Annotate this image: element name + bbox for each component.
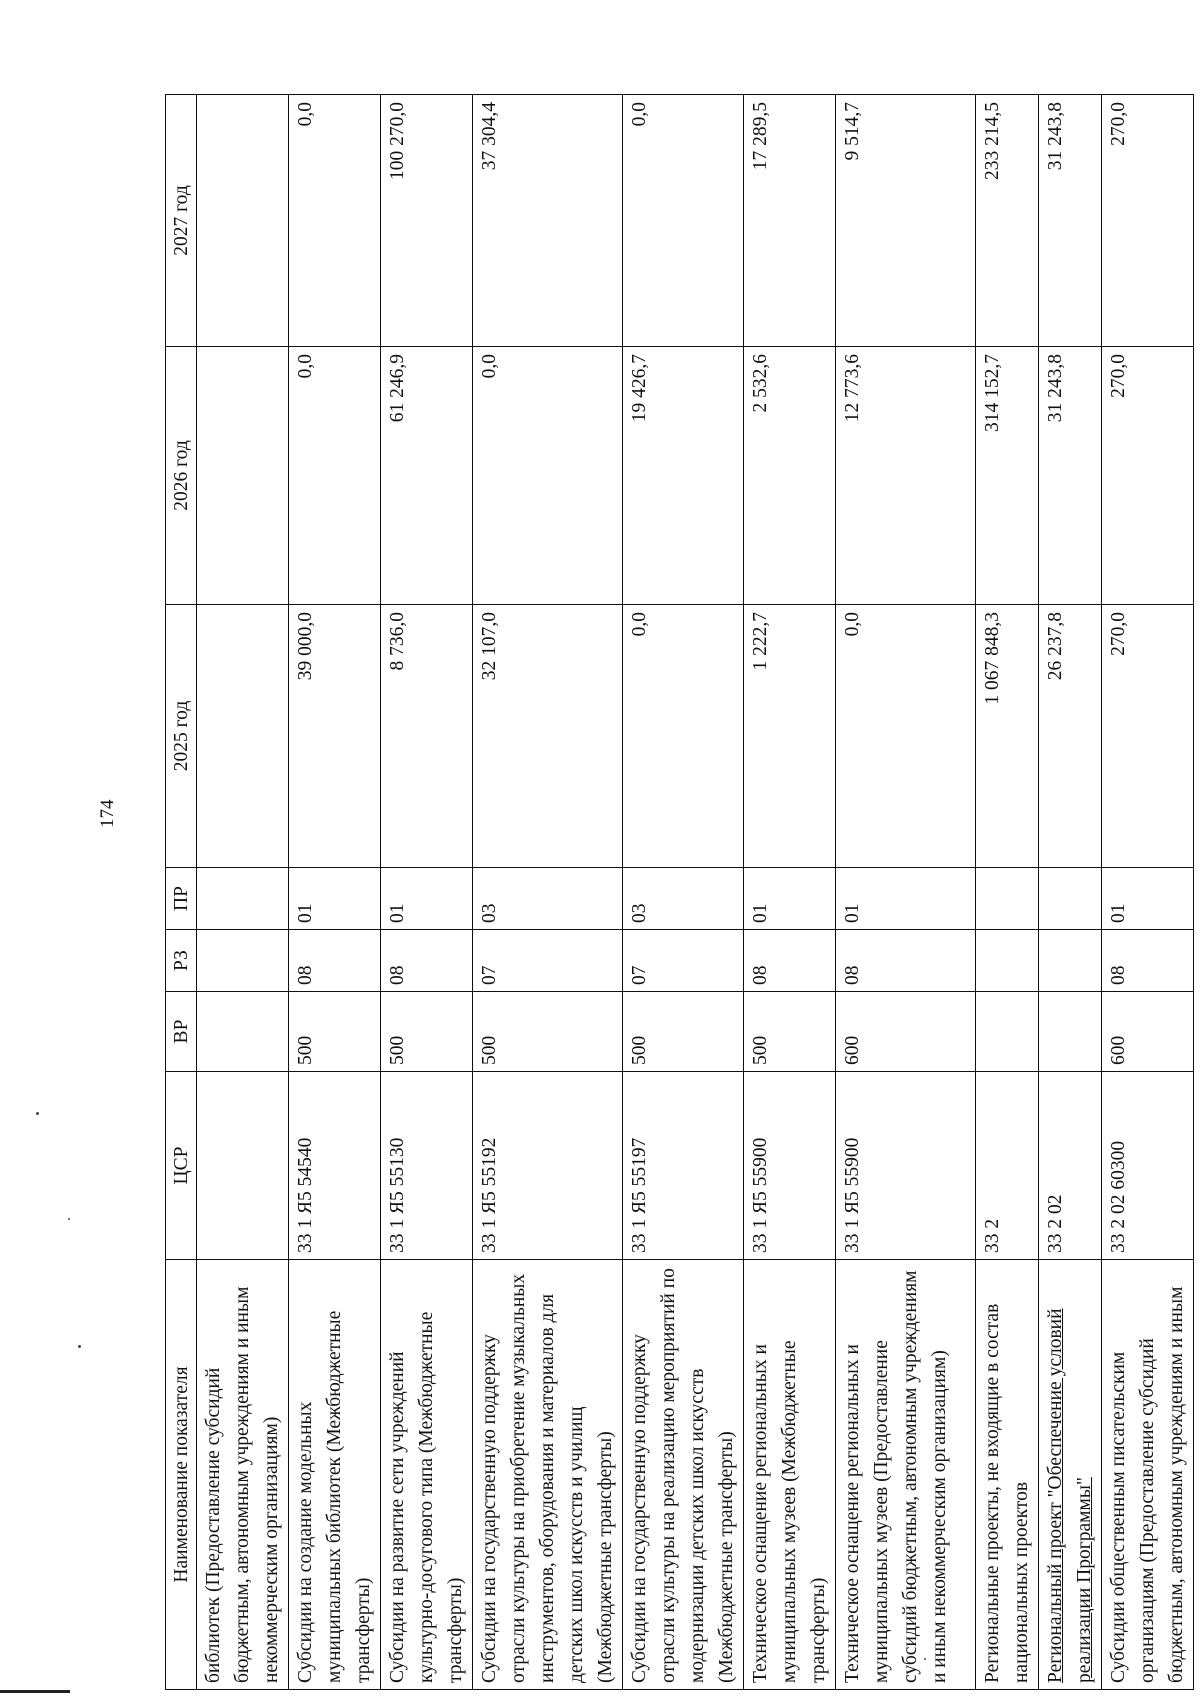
row-pr [976, 868, 1039, 930]
table-row [197, 95, 289, 1690]
row-csr: 33 1 Я5 55192 [473, 1072, 623, 1260]
row-2025: 32 107,0 [473, 605, 623, 868]
row-2027: 233 214,5 [976, 95, 1039, 347]
row-2025: 0,0 [836, 605, 976, 868]
row-pr [197, 868, 289, 930]
row-2026: 0,0 [473, 347, 623, 605]
row-pr: 03 [473, 868, 623, 930]
table-row [289, 95, 381, 1690]
row-csr: 33 1 Я5 55130 [381, 1072, 473, 1260]
table-header-row [166, 95, 197, 1690]
row-csr: 33 1 Я5 55900 [836, 1072, 976, 1260]
table-row [744, 95, 836, 1690]
row-rz [976, 930, 1039, 992]
row-vr: 500 [623, 992, 744, 1072]
scan-speck [36, 1112, 39, 1115]
row-2026: 0,0 [289, 347, 381, 605]
row-2026: 270,0 [1102, 347, 1194, 605]
row-2025: 26 237,8 [1039, 605, 1102, 868]
row-name: Субсидии на государственную поддержку отрасли культуры на приобретение музыкальных инструментов, оборудования и материалов для детских школ искусств и училищ (Межбюджетные трансферты) [473, 1260, 623, 1690]
scan-speck [924, 1658, 926, 1660]
row-name: Региональные проекты, не входящие в состав национальных проектов [976, 1260, 1039, 1690]
row-name: Субсидии на развитие сети учреждений культурно-досугового типа (Межбюджетные трансферты) [381, 1260, 473, 1690]
row-2027: 270,0 [1102, 95, 1194, 347]
row-csr: 33 1 Я5 54540 [289, 1072, 381, 1260]
header-name: Наименование показателя [166, 1260, 197, 1690]
row-name: Техническое оснащение региональных и муниципальных музеев (Предоставление субсидий бюджетным, автономным учреждениям и иным некоммерческим организациям) [836, 1260, 976, 1690]
row-pr: 03 [623, 868, 744, 930]
table-row [473, 95, 623, 1690]
header-rz: РЗ [166, 930, 197, 992]
table-row [976, 95, 1039, 1690]
table-row [1039, 95, 1102, 1690]
row-2027: 0,0 [289, 95, 381, 347]
row-name: Региональный проект "Обеспечение условий реализации Программы" [1039, 1260, 1102, 1690]
header-vr: ВР [166, 992, 197, 1072]
row-vr [976, 992, 1039, 1072]
row-pr: 01 [289, 868, 381, 930]
row-rz: 07 [623, 930, 744, 992]
row-2027: 9 514,7 [836, 95, 976, 347]
row-pr: 01 [381, 868, 473, 930]
row-pr: 01 [1102, 868, 1194, 930]
row-2027: 100 270,0 [381, 95, 473, 347]
row-2026: 314 152,7 [976, 347, 1039, 605]
row-name: Субсидии общественным писательским организациям (Предоставление субсидий бюджетным, автономным учреждениям и иным [1102, 1260, 1194, 1690]
row-pr: 01 [836, 868, 976, 930]
row-vr: 500 [744, 992, 836, 1072]
row-2025: 0,0 [623, 605, 744, 868]
row-rz: 08 [289, 930, 381, 992]
row-2026: 19 426,7 [623, 347, 744, 605]
row-2026: 61 246,9 [381, 347, 473, 605]
row-csr: 33 2 02 [1039, 1072, 1102, 1260]
row-csr: 33 1 Я5 55900 [744, 1072, 836, 1260]
row-2026: 12 773,6 [836, 347, 976, 605]
row-2025: 8 736,0 [381, 605, 473, 868]
row-csr: 33 1 Я5 55197 [623, 1072, 744, 1260]
row-2025: 270,0 [1102, 605, 1194, 868]
row-vr [197, 992, 289, 1072]
row-2027: 17 289,5 [744, 95, 836, 347]
scan-speck [68, 1218, 70, 1220]
page-number: 174 [97, 799, 118, 828]
row-vr [1039, 992, 1102, 1072]
row-2027: 31 243,8 [1039, 95, 1102, 347]
row-vr: 600 [1102, 992, 1194, 1072]
row-2026 [197, 347, 289, 605]
row-name: Техническое оснащение региональных и муниципальных музеев (Межбюджетные трансферты) [744, 1260, 836, 1690]
row-rz: 08 [836, 930, 976, 992]
row-name: Субсидии на создание модельных муниципальных библиотек (Межбюджетные трансферты) [289, 1260, 381, 1690]
row-csr: 33 2 02 60300 [1102, 1072, 1194, 1260]
header-2026: 2026 год [166, 347, 197, 605]
table-row [1102, 95, 1194, 1690]
row-name: библиотек (Предоставление субсидий бюджетным, автономным учреждениям и иным некоммерческим организациям) [197, 1260, 289, 1690]
budget-table [165, 94, 1194, 1690]
row-rz: 07 [473, 930, 623, 992]
scan-edge-line [0, 1690, 70, 1693]
row-2027: 37 304,4 [473, 95, 623, 347]
row-vr: 500 [381, 992, 473, 1072]
row-2025: 39 000,0 [289, 605, 381, 868]
header-2027: 2027 год [166, 95, 197, 347]
row-2026: 31 243,8 [1039, 347, 1102, 605]
row-2027 [197, 95, 289, 347]
row-rz: 08 [744, 930, 836, 992]
row-2025: 1 222,7 [744, 605, 836, 868]
header-pr: ПР [166, 868, 197, 930]
table-row [836, 95, 976, 1690]
row-rz: 08 [1102, 930, 1194, 992]
header-csr: ЦСР [166, 1072, 197, 1260]
row-2025: 1 067 848,3 [976, 605, 1039, 868]
table-row [623, 95, 744, 1690]
row-2027: 0,0 [623, 95, 744, 347]
row-pr [1039, 868, 1102, 930]
row-rz: 08 [381, 930, 473, 992]
row-rz [197, 930, 289, 992]
table-row [381, 95, 473, 1690]
header-2025: 2025 год [166, 605, 197, 868]
row-csr [197, 1072, 289, 1260]
row-2025 [197, 605, 289, 868]
row-pr: 01 [744, 868, 836, 930]
row-vr: 500 [473, 992, 623, 1072]
row-csr: 33 2 [976, 1072, 1039, 1260]
row-vr: 600 [836, 992, 976, 1072]
row-2026: 2 532,6 [744, 347, 836, 605]
row-vr: 500 [289, 992, 381, 1072]
scan-speck [78, 1345, 81, 1348]
row-name: Субсидии на государственную поддержку отрасли культуры на реализацию мероприятий по модернизации детских школ искусств (Межбюджетные трансферты) [623, 1260, 744, 1690]
row-rz [1039, 930, 1102, 992]
budget-table-rotated [165, 95, 1187, 1690]
